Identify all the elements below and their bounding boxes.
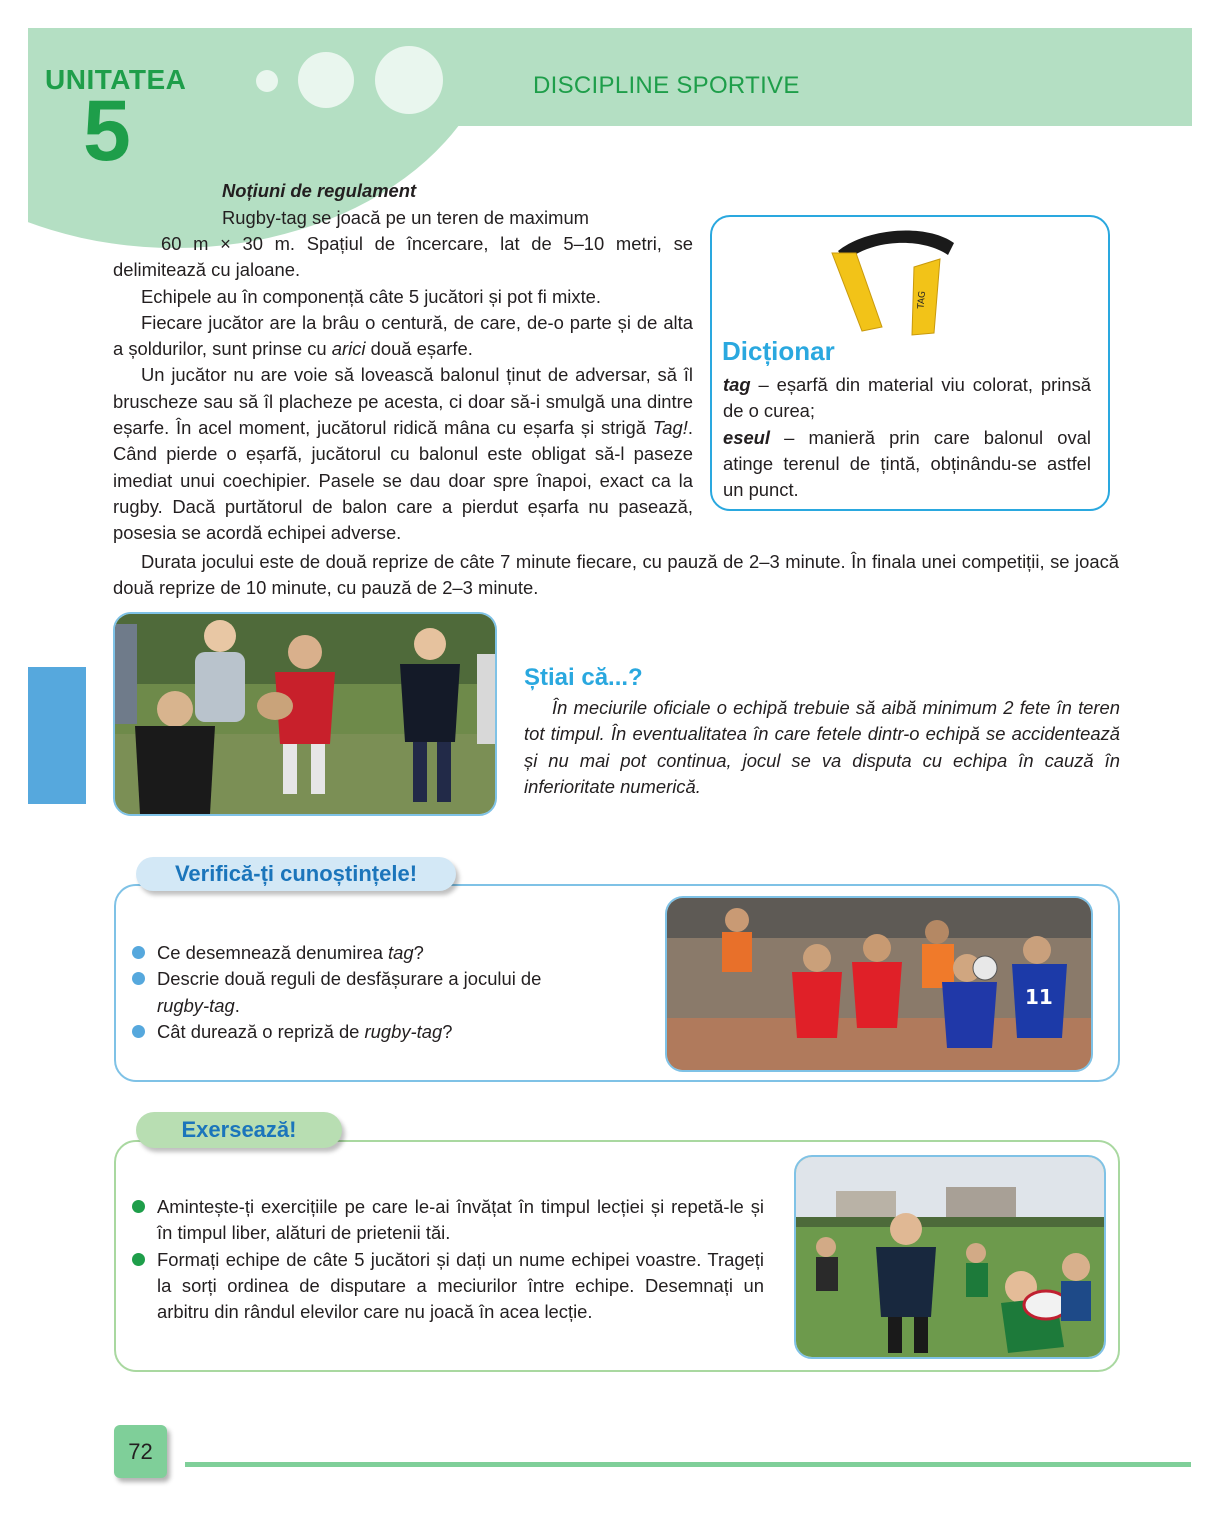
question-2: Descrie două reguli de desfășurare a jocului de rugby-tag. <box>132 966 582 1019</box>
dictionary-text: tag – eșarfă din material viu colorat, prinsă de o curea; eseul – manieră prin care balonul oval atinge terenul de țintă, obținându-se astfel un punct. <box>723 374 1091 501</box>
check-knowledge-tab: Verifică-ți cunoștințele! <box>136 857 456 891</box>
practice-item-2: Formați echipe de câte 5 jucători și dați un nume echipei voastre. Trageți la sorți ordinea de disputare a meciurilor între echipe. Desemnați un arbitru din rândul elevilor care nu joacă în acea lecție. <box>132 1247 764 1326</box>
rules-paragraph-3: Fiecare jucător are la brâu o centură, de care, de-o parte și de alta a șoldurilor, sunt prinse cu arici două eșarfe. <box>113 311 693 360</box>
decor-dot-small <box>256 70 278 92</box>
practice-tab: Exersează! <box>136 1112 342 1148</box>
jersey-number: 11 <box>1025 985 1053 1009</box>
unit-number: 5 <box>83 83 131 179</box>
rules-paragraph-1: Rugby-tag se joacă pe un teren de maximum <box>222 207 589 228</box>
rules-paragraph-1-cont: 60 m × 30 m. Spațiul de încercare, lat de 5–10 metri, se delimitează cu jaloane. Echipele au în componență câte 5 jucători și pot fi mixte. Fiecare jucător are la brâu o centură, de care, de-o parte și de alta a șoldurilor, sunt prinse cu arici două eșarfe. Un jucător nu are voie să lovească balonul ținut de adversar, să îl bruscheze sau să îl placheze pe acesta, ci doar să-i smulgă una dintre eșarfe. În acel moment, jucătorul ridică mâna cu eșarfa și strigă Tag!. Când pierde o eșarfă, jucătorul cu balonul este obligat să-l paseze imediat unui coechipier. Pasele se dau doar spre înapoi, exact ca la rugby. Dacă purtătorul de balon care a pierdut eșarfa nu pasează, posesia se acordă echipei adverse. <box>113 231 693 547</box>
svg-text:TAG: TAG <box>916 290 929 310</box>
practice-item-1: Amintește-ți exercițiile pe care le-ai învățat în timpul lecției și repetă-le și în timpul liber, alături de prietenii tăi. <box>132 1194 764 1247</box>
photo-indoor-tag-rugby <box>665 896 1093 1072</box>
term-tag: tag <box>723 374 751 395</box>
footer-line <box>185 1462 1191 1467</box>
did-you-know-title: Știai că...? <box>524 664 643 691</box>
photo-kids-rugby <box>113 612 497 816</box>
section-title: DISCIPLINE SPORTIVE <box>533 72 800 99</box>
photo-outdoor-rugby <box>794 1155 1106 1359</box>
question-3: Cât durează o repriză de rugby-tag? <box>132 1019 582 1045</box>
practice-items <box>132 1194 764 1325</box>
did-you-know-text: În meciurile oficiale o echipă trebuie să aibă minimum 2 fete în teren tot timpul. În eventualitatea în care fetele dintr-o echipă se accidentează și nu mai pot continua, jocul se va disputa cu echipa în cauză în inferioritate numerică. <box>524 697 1120 797</box>
decor-dot-medium <box>298 52 354 108</box>
dictionary-title: Dicționar <box>722 336 835 366</box>
term-eseul: eseul <box>723 426 771 448</box>
rules-paragraph-2: Echipele au în componență câte 5 jucători și pot fi mixte. <box>141 285 602 307</box>
rules-paragraph-4: Un jucător nu are voie să lovească balonul ținut de adversar, să îl bruscheze sau să îl placheze pe acesta, ci doar să-i smulgă una dintre eșarfe. În acel moment, jucătorul ridică mâna cu eșarfa și strigă Tag!. Când pierde o eșarfă, jucătorul cu balonul este obligat să-l paseze imediat unui coechipier. Pasele se dau doar spre înapoi, exact ca la rugby. Dacă purtătorul de balon care a pierdut eșarfa nu pasează, posesia se acordă echipei adverse. <box>113 364 693 544</box>
decor-dot-large <box>375 46 443 114</box>
question-1: Ce desemnează denumirea tag? <box>132 940 582 966</box>
rules-paragraph-5: Durata jocului este de două reprize de câte 7 minute fiecare, cu pauză de 2–3 minute. În finala unei competiții, se joacă două reprize de 10 minute, cu pauză de 2–3 minute. <box>113 551 1119 599</box>
rules-heading: Noțiuni de regulament <box>222 180 417 201</box>
tag-belt-image <box>826 223 960 338</box>
check-knowledge-questions <box>132 940 582 1045</box>
unit-label: UNITATEA <box>45 64 187 95</box>
page-number-box <box>114 1425 167 1478</box>
page-number: 72 <box>128 1439 153 1464</box>
side-accent-bar <box>28 667 86 804</box>
